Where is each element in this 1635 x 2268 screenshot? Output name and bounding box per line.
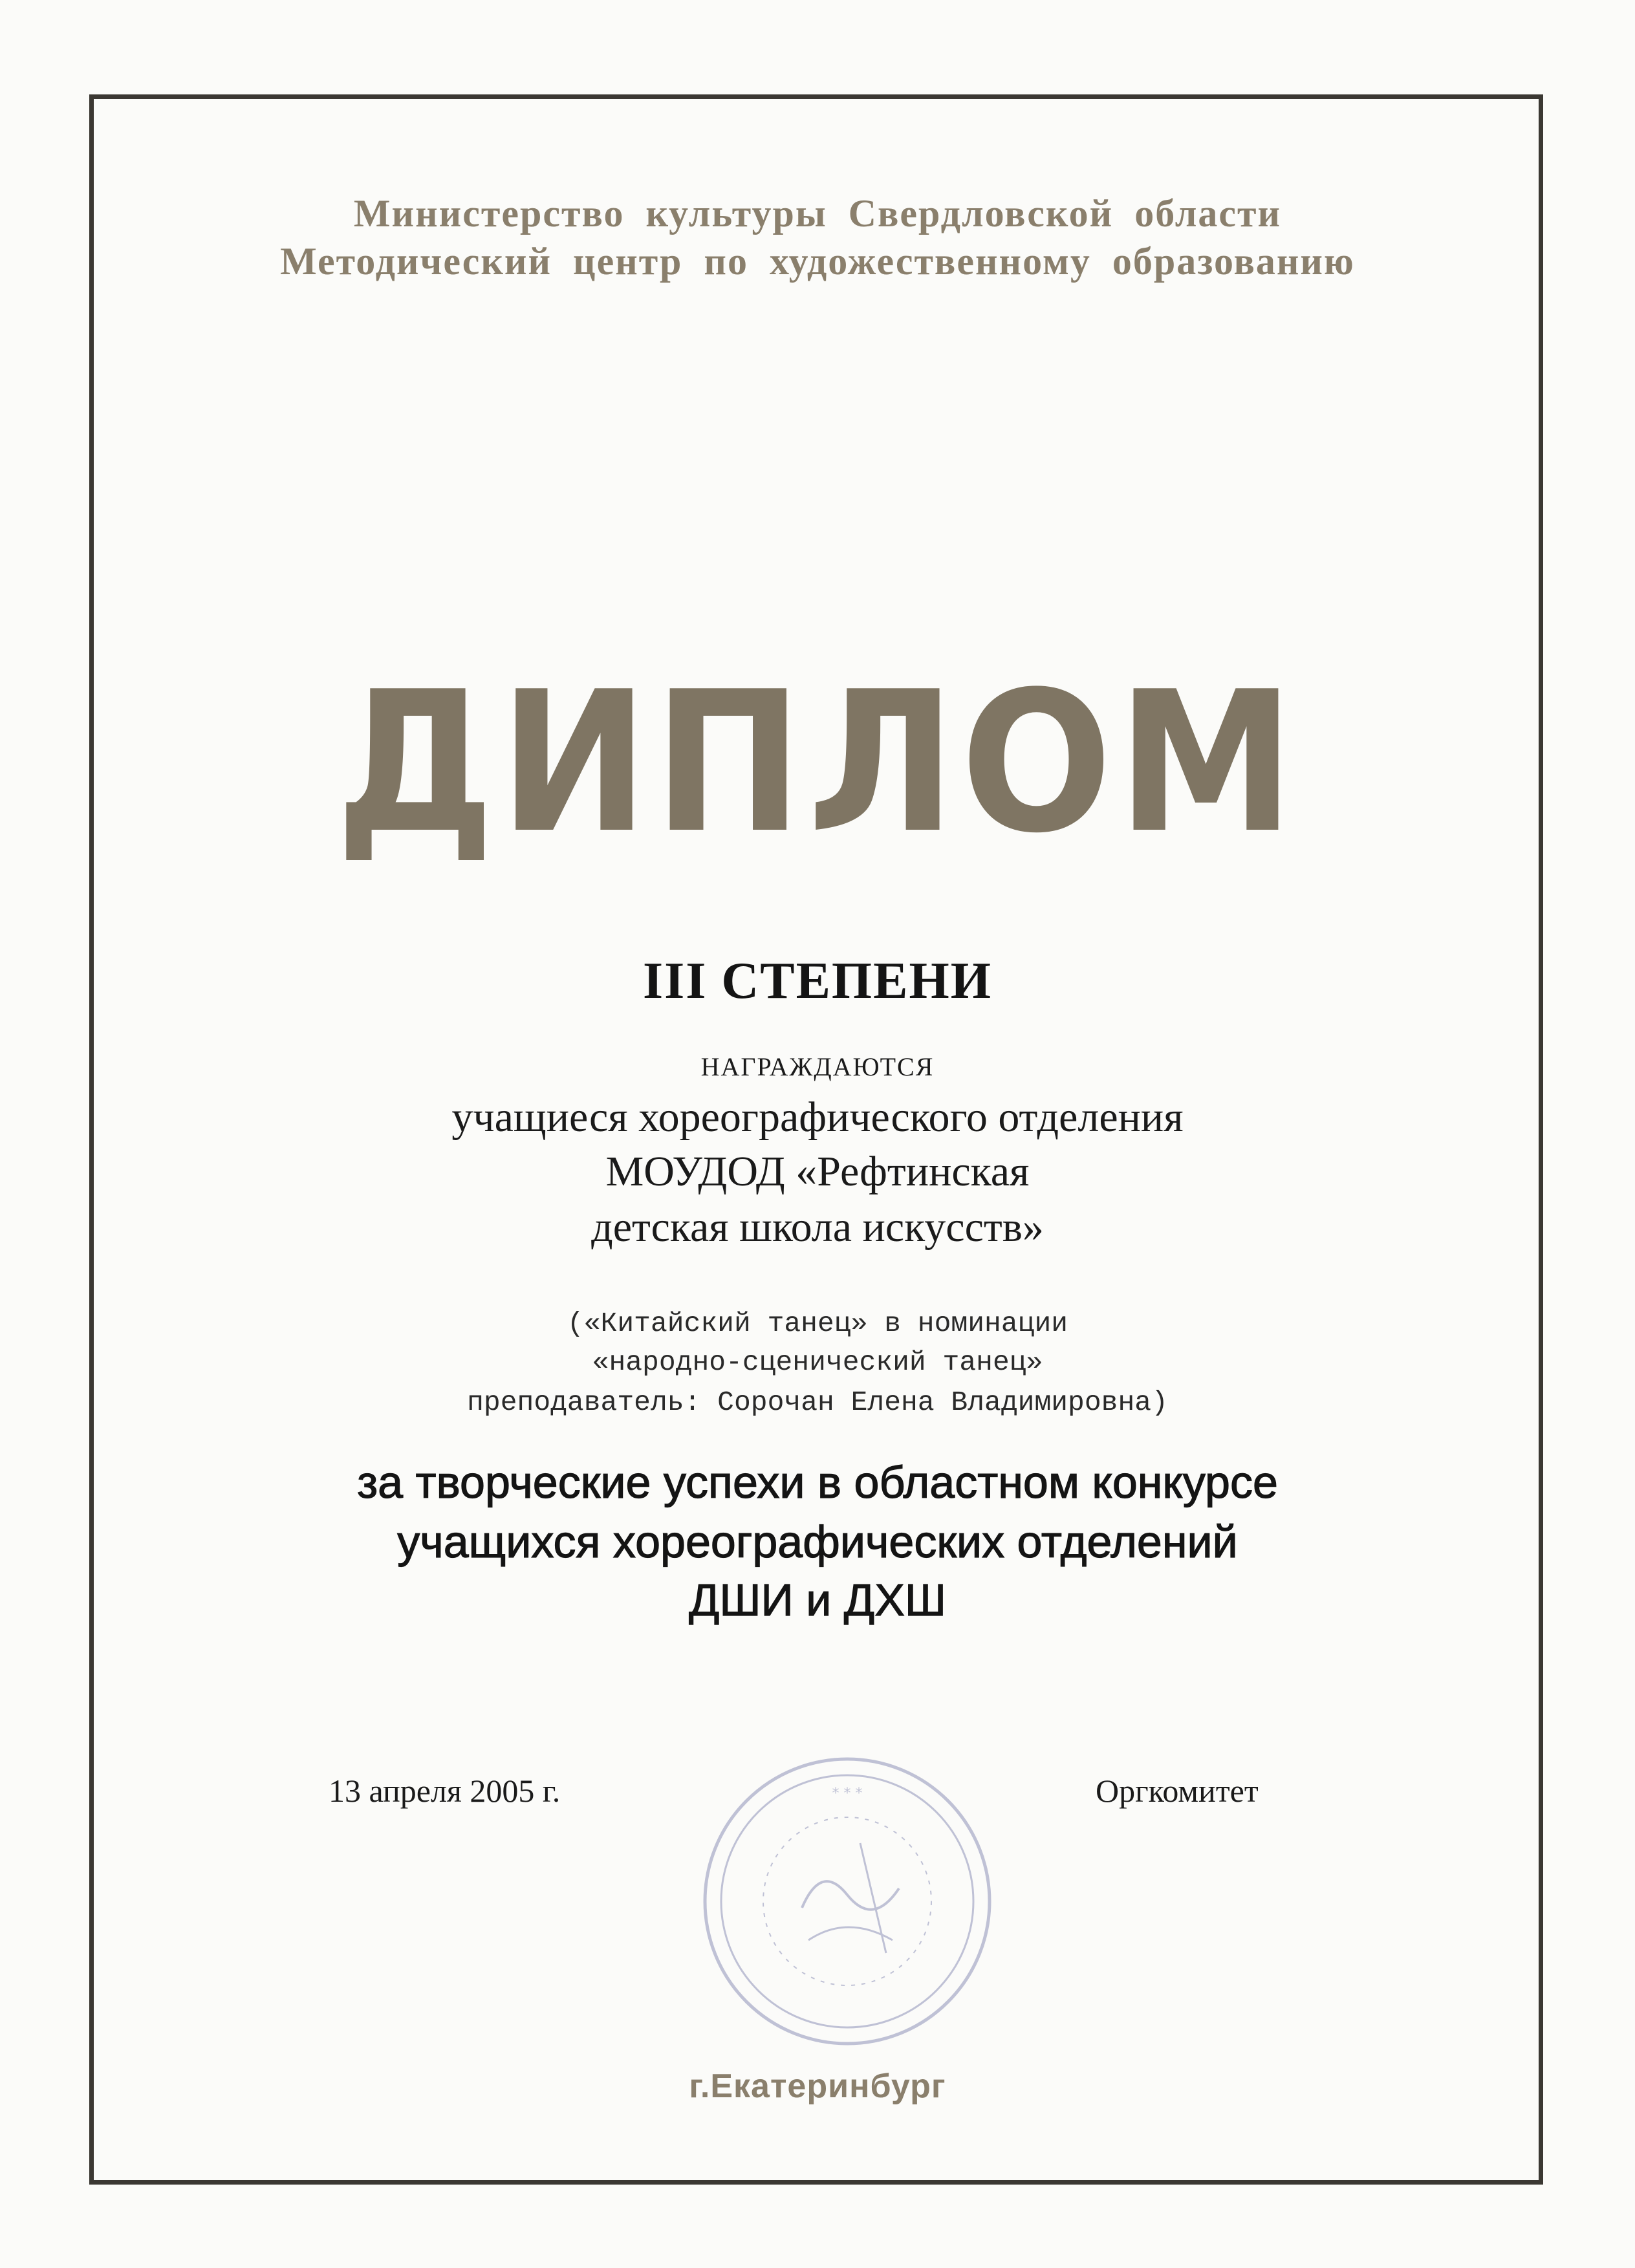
reason-line-2: учащихся хореографических отделений [397, 1517, 1238, 1567]
reason-line-1: за творческие успехи в областном конкурсе [357, 1457, 1278, 1507]
issue-date: 13 апреля 2005 г. [329, 1773, 561, 1809]
reason-line-3: ДШИ и ДХШ [688, 1575, 947, 1625]
official-stamp [692, 1746, 1002, 2057]
recipient-line-3: детская школа искусств» [591, 1204, 1044, 1251]
details-line-2: «народно-сценический танец» [592, 1346, 1043, 1378]
awarded-label: НАГРАЖДАЮТСЯ [700, 1052, 935, 1081]
diploma-title: ДИПЛОМ [335, 650, 1300, 876]
organizing-committee-label: Оргкомитет [1096, 1773, 1259, 1809]
details-line-3: преподаватель: Сорочан Елена Владимировна) [467, 1387, 1168, 1418]
methodical-center-heading: Методический центр по художественному образованию [280, 240, 1355, 283]
svg-text:* * *: * * * [832, 1786, 863, 1802]
recipient-line-2: МОУДОД «Рефтинская [605, 1148, 1030, 1195]
recipient-line-1: учащиеся хореографического отделения [451, 1094, 1184, 1141]
diploma-degree: III СТЕПЕНИ [643, 953, 992, 1010]
city-name: г.Екатеринбург [689, 2068, 946, 2105]
ministry-heading: Министерство культуры Свердловской области [353, 192, 1282, 235]
details-line-1: («Китайский танец» в номинации [567, 1308, 1068, 1339]
